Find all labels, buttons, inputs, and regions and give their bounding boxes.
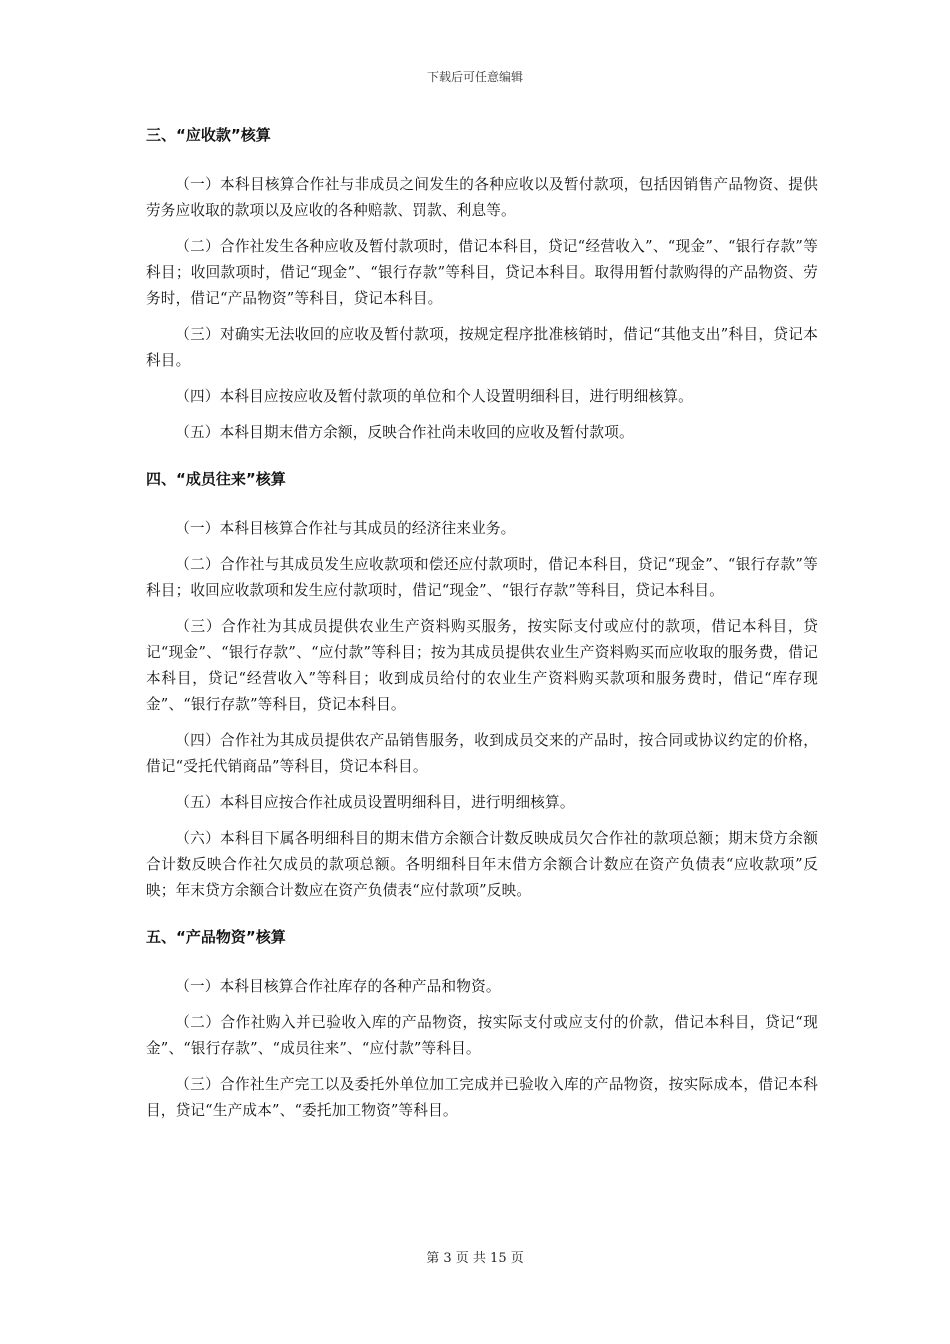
paragraph: （四）本科目应按应收及暂付款项的单位和个人设置明细科目，进行明细核算。 bbox=[175, 388, 693, 405]
paragraph: （二）合作社与其成员发生应收款项和偿还应付款项时，借记本科目，贷记“现金”、“银行存款”等科目；收回应收款项和发生应付款项时，借记“现金”、“银行存款”等科目，贷记本科目。 bbox=[146, 556, 818, 599]
paragraph: （五）本科目应按合作社成员设置明细科目，进行明细核算。 bbox=[175, 794, 575, 811]
paragraph: （二）合作社发生各种应收及暂付款项时，借记本科目，贷记“经营收入”、“现金”、“银行存款”等科目；收回款项时，借记“现金”、“银行存款”等科目，贷记本科目。取得用暂付款购得的产品物资、劳务时，借记“产品物资”等科目，贷记本科目。 bbox=[146, 238, 818, 307]
paragraph: （六）本科目下属各明细科目的期末借方余额合计数反映成员欠合作社的款项总额；期末贷方余额合计数反映合作社欠成员的款项总额。各明细科目年末借方余额合计数应在资产负债表“应收款项”反映；年末贷方余额合计数应在资产负债表“应付款项”反映。 bbox=[146, 830, 818, 899]
paragraph: （二）合作社购入并已验收入库的产品物资，按实际支付或应支付的价款，借记本科目，贷记“现金”、“银行存款”、“成员往来”、“应付款”等科目。 bbox=[146, 1014, 818, 1057]
section-receivables bbox=[146, 122, 818, 446]
page-header: 下载后可任意编辑 bbox=[426, 70, 523, 84]
section-heading: 四、“成员往来”核算 bbox=[146, 470, 286, 488]
section-heading: 三、“应收款”核算 bbox=[146, 126, 271, 144]
section-member-transactions bbox=[146, 466, 818, 904]
section-heading: 五、“产品物资”核算 bbox=[146, 928, 286, 946]
paragraph: （三）合作社生产完工以及委托外单位加工完成并已验收入库的产品物资，按实际成本，借记本科目，贷记“生产成本”、“委托加工物资”等科目。 bbox=[146, 1076, 818, 1119]
document-body bbox=[146, 122, 818, 1134]
paragraph: （三）对确实无法收回的应收及暂付款项，按规定程序批准核销时，借记“其他支出”科目，贷记本科目。 bbox=[146, 326, 818, 369]
page-number: 第 3 页 共 15 页 bbox=[426, 1251, 524, 1266]
section-product-materials bbox=[146, 924, 818, 1124]
paragraph: （三）合作社为其成员提供农业生产资料购买服务，按实际支付或应付的款项，借记本科目，贷记“现金”、“银行存款”、“应付款”等科目；按为其成员提供农业生产资料购买而应收取的服务费，借记本科目，贷记“经营收入”等科目；收到成员给付的农业生产资料购买款项和服务费时，借记“库存现金”、“银行存款”等科目，贷记本科目。 bbox=[146, 618, 818, 713]
paragraph: （一）本科目核算合作社与其成员的经济往来业务。 bbox=[175, 520, 516, 537]
paragraph: （五）本科目期末借方余额，反映合作社尚未收回的应收及暂付款项。 bbox=[175, 424, 634, 441]
paragraph: （一）本科目核算合作社与非成员之间发生的各种应收以及暂付款项，包括因销售产品物资、提供劳务应收取的款项以及应收的各种赔款、罚款、利息等。 bbox=[146, 176, 818, 219]
paragraph: （四）合作社为其成员提供农产品销售服务，收到成员交来的产品时，按合同或协议约定的价格，借记“受托代销商品”等科目，贷记本科目。 bbox=[146, 732, 818, 775]
paragraph: （一）本科目核算合作社库存的各种产品和物资。 bbox=[175, 978, 501, 995]
